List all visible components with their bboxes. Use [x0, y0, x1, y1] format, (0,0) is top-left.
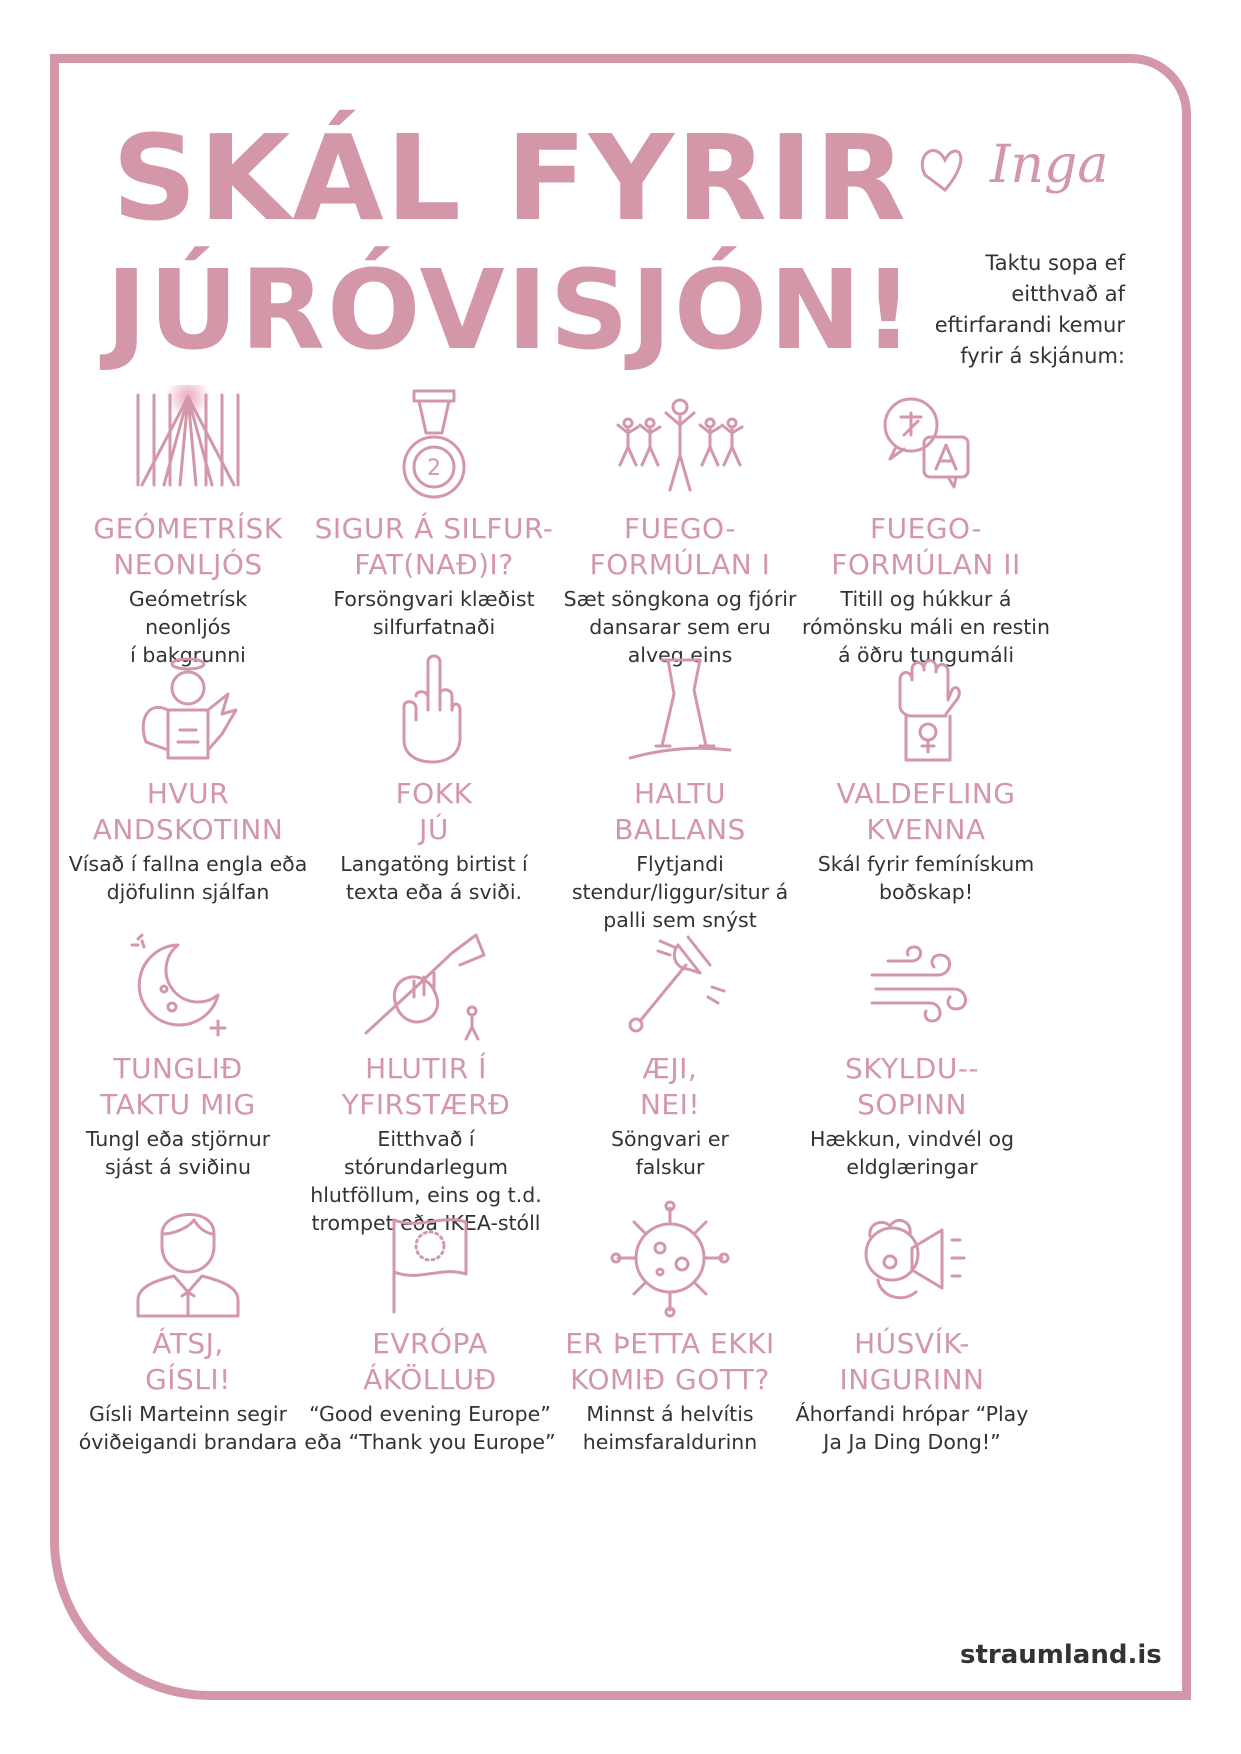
- item-title: VALDEFLING KVENNA: [836, 777, 1016, 846]
- item-description: Langatöng birtist í texta eða á sviði.: [340, 852, 528, 904]
- item-title: HALTU BALLANS: [614, 777, 746, 846]
- item-description: Vísað í fallna engla eða djöfulinn sjálfan: [68, 852, 308, 904]
- neon-lights-icon: [118, 385, 258, 505]
- intro-text: Taktu sopa ef eitthvað af eftirfarandi kemur fyrir á skjánum:: [934, 251, 1125, 368]
- item-description: Skál fyrir femínískum boðskap!: [817, 852, 1035, 904]
- medal-icon: [364, 385, 504, 505]
- megaphone-icon: [842, 1200, 982, 1320]
- bingo-cell: [540, 385, 820, 669]
- item-title: FUEGO- FORMÚLAN II: [831, 512, 1021, 581]
- tuning-fork-icon: [600, 925, 740, 1045]
- bingo-cell: [772, 1200, 1052, 1456]
- item-description: Gísli Marteinn segir óviðeigandi brandara: [78, 1402, 298, 1454]
- item-description: Eitthvað í stórundarlegum hlutföllum, eins og t.d. trompet eða IKEA-stóll: [310, 1127, 542, 1235]
- bingo-cell: [786, 650, 1066, 906]
- item-description: Áhorfandi hrópar “Play Ja Ja Ding Dong!”: [795, 1402, 1029, 1454]
- translate-icon: [856, 385, 996, 505]
- wind-icon: [842, 925, 982, 1045]
- item-description: “Good evening Europe” eða “Thank you Europe”: [304, 1402, 556, 1454]
- item-title: EVRÓPA ÁKÖLLUÐ: [363, 1327, 497, 1396]
- signature-text: Inga: [990, 135, 1109, 195]
- middle-finger-icon: [364, 650, 504, 770]
- bingo-cell: [294, 650, 574, 906]
- item-title: FUEGO- FORMÚLAN I: [589, 512, 771, 581]
- angel-devil-icon: [118, 650, 258, 770]
- host-icon: [118, 1200, 258, 1320]
- item-title: SIGUR Á SILFUR- FAT(NAÐ)I?: [314, 512, 554, 581]
- bingo-cell: [294, 385, 574, 641]
- bingo-cell: [48, 1200, 328, 1456]
- bingo-cell: [48, 385, 328, 669]
- bingo-cell: [290, 1200, 570, 1456]
- item-title: TUNGLIÐ TAKTU MIG: [100, 1052, 256, 1121]
- bingo-cell: [38, 925, 318, 1181]
- item-description: Tungl eða stjörnur sjást á sviðinu: [85, 1127, 271, 1179]
- item-title: ÁTSJ, GÍSLI!: [145, 1327, 231, 1396]
- bingo-cell: [540, 650, 820, 934]
- item-title: SKYLDU-- SOPINN: [844, 1052, 980, 1121]
- item-title: HÚSVÍK- INGURINN: [839, 1327, 985, 1396]
- footer-url[interactable]: straumland.is: [960, 1640, 1162, 1670]
- svg-text:2: 2: [427, 456, 441, 481]
- signature: [915, 120, 1135, 230]
- item-title: HLUTIR Í YFIRSTÆRÐ: [341, 1052, 511, 1121]
- bingo-cell: [286, 925, 566, 1237]
- page-title-line-2: JÚRÓVISJÓN!: [106, 246, 916, 374]
- bingo-cell: [530, 925, 810, 1181]
- item-description: Geómetrísk neonljós í bakgrunni: [128, 587, 248, 667]
- eu-flag-icon: [360, 1200, 500, 1320]
- moon-icon: [108, 925, 248, 1045]
- balance-icon: [610, 650, 750, 770]
- item-title: HVUR ANDSKOTINN: [92, 777, 284, 846]
- bingo-cell: [530, 1200, 810, 1456]
- item-title: GEÓMETRÍSK NEONLJÓS: [93, 512, 283, 581]
- bingo-cell: [786, 385, 1066, 669]
- item-description: Flytjandi stendur/liggur/situr á palli sem snýst: [571, 852, 789, 932]
- virus-icon: [600, 1200, 740, 1320]
- bingo-cell: [48, 650, 328, 906]
- item-description: Minnst á helvítis heimsfaraldurinn: [582, 1402, 758, 1454]
- item-title: ÆJI, NEI!: [639, 1052, 701, 1121]
- item-title: ER ÞETTA EKKI KOMIÐ GOTT?: [565, 1327, 775, 1396]
- bingo-cell: [772, 925, 1052, 1181]
- item-description: Söngvari er falskur: [611, 1127, 729, 1179]
- fist-icon: [856, 650, 996, 770]
- item-description: Hækkun, vindvél og eldglæringar: [809, 1127, 1015, 1179]
- page-title-line-1: SKÁL FYRIR: [112, 109, 908, 247]
- dancers-icon: [610, 385, 750, 505]
- item-description: Forsöngvari klæðist silfurfatnaði: [333, 587, 535, 639]
- item-title: FOKK JÚ: [395, 777, 473, 846]
- item-description: Titill og húkkur á rómönsku máli en restin á öðru tungumáli: [801, 587, 1050, 667]
- item-description: Sæt söngkona og fjórir dansarar sem eru alveg eins: [563, 587, 797, 667]
- trumpet-icon: [356, 925, 496, 1045]
